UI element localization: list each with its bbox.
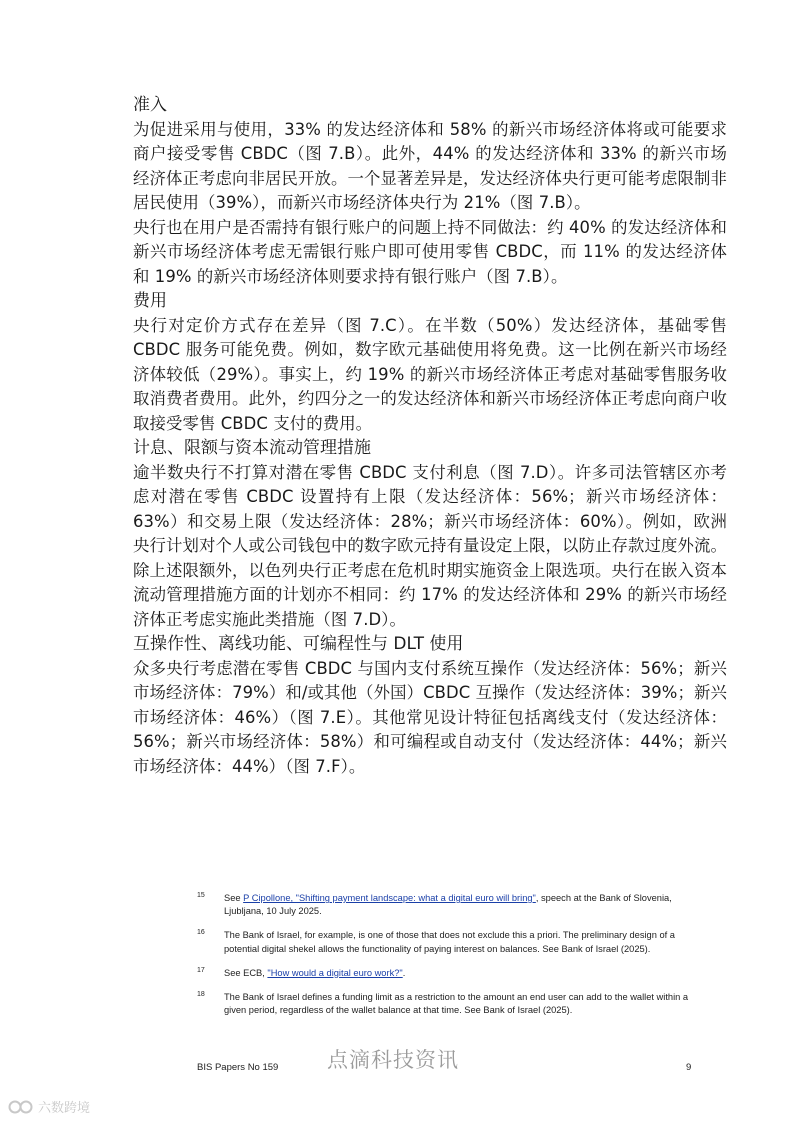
footnote-number: 17	[197, 966, 205, 974]
paragraph: 央行也在用户是否需持有银行账户的问题上持不同做法：约 40% 的发达经济体和新兴市场经济体考虑无需银行账户即可使用零售 CBDC，而 11% 的发达经济体和 19% 的新兴市场经济体则要求持有银行账户（图 7.B）。	[133, 217, 727, 286]
paragraph: 众多央行考虑潜在零售 CBDC 与国内支付系统互操作（发达经济体：56%；新兴市场经济体：79%）和/或其他（外国）CBDC 互操作（发达经济体：39%；新兴市场经济体：46%）（图 7.E）。其他常见设计特征包括离线支付（发达经济体：56%；新兴市场经济体：58%）和可编程或自动支付（发达经济体：44%；新兴市场经济体：44%）（图 7.F）。	[133, 658, 727, 776]
page-number: 9	[686, 1062, 692, 1073]
section-fees	[133, 289, 727, 436]
section-heading: 准入	[133, 95, 167, 115]
footnote-number: 18	[197, 991, 205, 999]
footnote	[197, 991, 693, 1017]
main-body	[133, 93, 727, 779]
watermark-corner-text: 六数跨境	[38, 1101, 91, 1116]
footnote-link[interactable]: P Cipollone, "Shifting payment landscape: what a digital euro will bring"	[243, 893, 536, 903]
footnote-text: See ECB,	[224, 967, 268, 978]
watermark-logo-icon	[8, 1099, 34, 1115]
footnote-text: See	[224, 893, 244, 903]
corner-watermark	[8, 1097, 90, 1116]
footnote	[197, 929, 693, 955]
watermark-text: 点滴科技资讯	[327, 1048, 459, 1072]
section-interoperability	[133, 632, 727, 779]
section-interest-limits	[133, 436, 727, 632]
footnote	[197, 892, 693, 918]
footnote-number: 15	[197, 892, 205, 899]
paragraph: 逾半数央行不打算对潜在零售 CBDC 支付利息（图 7.D）。许多司法管辖区亦考虑对潜在零售 CBDC 设置持有上限（发达经济体：56%；新兴市场经济体：63%）和交易上限（发达经济体：28%；新兴市场经济体：60%）。例如，欧洲央行计划对个人或公司钱包中的数字欧元持有量设定上限，以防止存款过度外流。除上述限额外，以色列央行正考虑在危机时期实施资金上限选项。央行在嵌入资本流动管理措施方面的计划亦不相同：约 17% 的发达经济体和 29% 的新兴市场经济体正考虑实施此类措施（图 7.D）。	[133, 462, 727, 629]
section-heading: 计息、限额与资本流动管理措施	[133, 438, 371, 458]
section-access	[133, 93, 727, 289]
footer-publication: BIS Papers No 159	[197, 1062, 279, 1073]
footnote-text: , speech at the Bank of Slovenia, Ljubljana, 10 July 2025.	[224, 893, 672, 917]
footnote-number: 16	[197, 929, 205, 937]
footnote	[197, 967, 693, 980]
section-heading: 费用	[133, 291, 167, 311]
section-heading: 互操作性、离线功能、可编程性与 DLT 使用	[133, 634, 464, 654]
footnote-text: .	[402, 967, 406, 978]
footnote-text: The Bank of Israel, for example, is one of those that does not exclude this a priori. The preliminary design of a potential digital shekel allows the functionality of paying interest on balances. See Bank of Israel (2025).	[224, 930, 675, 954]
paragraph: 为促进采用与使用，33% 的发达经济体和 58% 的新兴市场经济体将或可能要求商户接受零售 CBDC（图 7.B）。此外，44% 的发达经济体和 33% 的新兴市场经济体正考虑向非居民开放。一个显著差异是，发达经济体央行更可能考虑限制非居民使用（39%），而新兴市场经济体央行为 21%（图 7.B）。	[133, 119, 727, 212]
paragraph: 央行对定价方式存在差异（图 7.C）。在半数（50%）发达经济体，基础零售 CBDC 服务可能免费。例如，数字欧元基础使用将免费。这一比例在新兴市场经济体较低（29%）。事实上，约 19% 的新兴市场经济体正考虑对基础零售服务收取消费者费用。此外，约四分之一的发达经济体和新兴市场经济体正考虑向商户收取接受零售 CBDC 支付的费用。	[133, 315, 727, 433]
footnote-text: The Bank of Israel defines a funding limit as a restriction to the amount an end user can add to the wallet within a given period, regardless of the wallet balance at that time. See Bank of Israel (2025).	[224, 992, 689, 1016]
footnote-link[interactable]: "How would a digital euro work?"	[267, 967, 403, 978]
footnotes	[197, 892, 693, 1028]
